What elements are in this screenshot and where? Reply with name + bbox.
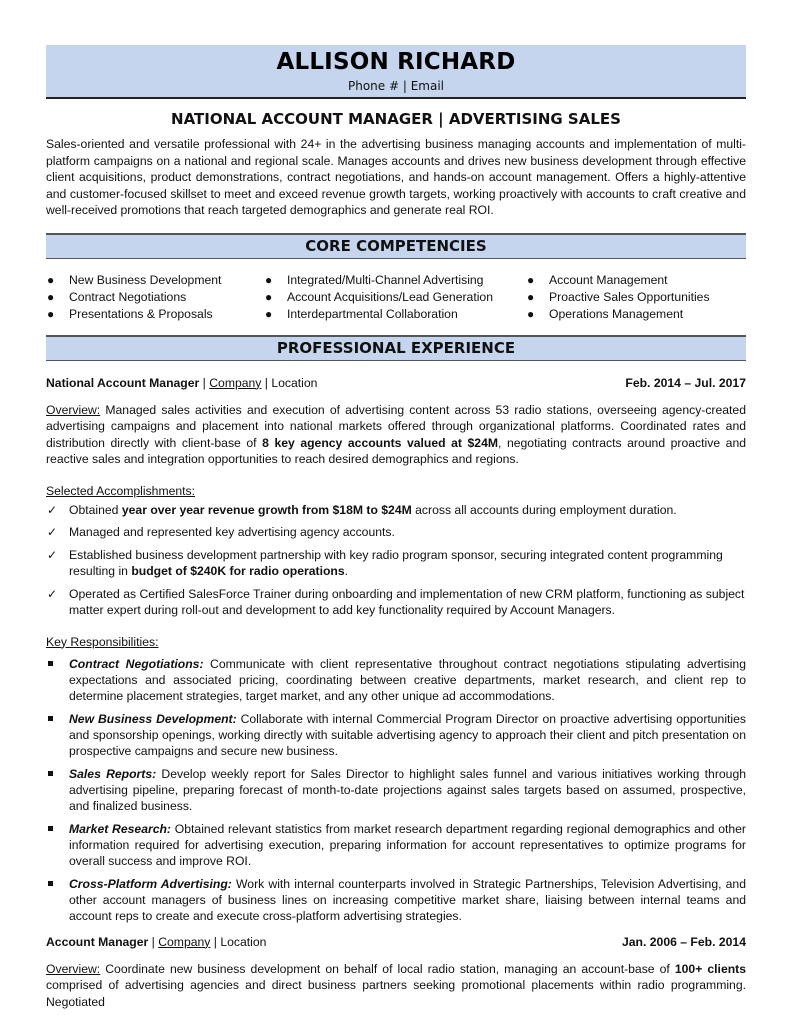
checkmark-icon: ✓ bbox=[47, 547, 58, 562]
competency-item: ● Proactive Sales Opportunities bbox=[527, 289, 710, 304]
job-location: | Location bbox=[210, 934, 267, 949]
bullet-icon: ● bbox=[47, 272, 55, 287]
job-overview: Overview: Coordinate new business development on behalf of local radio station, managing an account-base of 100+ clients comprised of advertising agencies and direct business partners seeking promotional placements within radio programming. Negotiated bbox=[46, 961, 747, 1009]
job-heading: National Account Manager | Company | Location Feb. 2014 – Jul. 2017 bbox=[46, 375, 746, 390]
accomplishment-item: ✓ Obtained year over year revenue growth from $18M to $24M across all accounts during employment duration. bbox=[47, 502, 677, 517]
candidate-name: ALLISON RICHARD bbox=[276, 49, 516, 75]
competency-item: ● Integrated/Multi-Channel Advertising bbox=[265, 272, 484, 287]
responsibility-item: Sales Reports: Develop weekly report for Sales Director to highlight sales funnel and various initiatives working through advertising pipeline, preparing forecast of month-to-date projections against sales targets based on assumed, prospective, and finalized business. bbox=[46, 766, 746, 815]
accomplishments-list bbox=[46, 502, 746, 619]
accomplishment-item: ✓ Managed and represented key advertising agency accounts. bbox=[47, 525, 395, 539]
bullet-icon: ● bbox=[47, 289, 55, 304]
resume-page bbox=[46, 45, 746, 1010]
bullet-icon: ● bbox=[265, 272, 273, 287]
bullet-icon: ● bbox=[527, 272, 535, 287]
checkmark-icon: ✓ bbox=[47, 525, 58, 539]
accomplishment-item: ✓ Operated as Certified SalesForce Trainer during onboarding and implementation of new CRM platform, functioning as subject matter expert during roll-out and development to add key functionality required by Account Managers. bbox=[47, 586, 745, 617]
summary-paragraph: Sales-oriented and versatile professional with 24+ in the advertising business managing accounts and implementation of multi-platform campaigns on a national and regional scale. Manages accounts and drives new business development through effective client acquisitions, product demonstrations, contract negotiations, and hands-on account management. Offers a highly-attentive and customer-focused skillset to meet and exceed revenue growth targets, working proactively with accounts to craft creative and well-received promotions that reach targeted demographics and generate real ROI. bbox=[46, 137, 746, 217]
responsibility-item: Contract Negotiations: Communicate with client representative throughout contract negotiations stipulating advertising expectations and associated pricing, coordinating between creative departments, market research, and client rep to determine placement strategies, target market, and any other unique ad accommodations. bbox=[46, 656, 746, 705]
section-professional-experience: PROFESSIONAL EXPERIENCE bbox=[46, 335, 746, 361]
competencies-column-2 bbox=[264, 272, 526, 323]
company-name: Company bbox=[209, 375, 262, 390]
accomplishment-item: ✓ Established business development partnership with key radio program sponsor, securing integrated content programming resulting in budget of $240K for radio operations. bbox=[47, 547, 723, 578]
job-dates: Feb. 2014 – Jul. 2017 bbox=[625, 375, 746, 390]
square-bullet-icon bbox=[48, 716, 53, 721]
job-overview: Overview: Managed sales activities and execution of advertising content across 53 radio stations, overseeing agency-created advertising campaigns and placement into national markets offered through organizational platforms. Coordinated rates and distribution directly with client-base of 8 key agency accounts valued at $24M, negotiating contracts around proactive and reactive sales and integration opportunities to reach desired demographics and regions. bbox=[46, 402, 747, 466]
section-core-competencies: CORE COMPETENCIES bbox=[46, 233, 746, 259]
competencies-grid bbox=[46, 272, 746, 323]
square-bullet-icon bbox=[48, 881, 53, 886]
contact-line: Phone # | Email bbox=[347, 79, 444, 93]
square-bullet-icon bbox=[48, 826, 53, 831]
job-heading: Account Manager | Company | Location Jan. 2006 – Feb. 2014 bbox=[46, 934, 746, 949]
responsibility-item: New Business Development: Collaborate with internal Commercial Program Director on proactive advertising opportunities and sponsorship openings, working directly with suitable advertising agency to approach their client and pitch presentation on prospective campaigns and secure new business. bbox=[46, 711, 746, 760]
competency-item: ● Presentations & Proposals bbox=[47, 306, 213, 321]
job-title: Account Manager bbox=[46, 934, 149, 949]
competency-item: ● Interdepartmental Collaboration bbox=[265, 306, 458, 321]
responsibilities-heading: Key Responsibilities: bbox=[46, 634, 159, 649]
competency-item: ● Contract Negotiations bbox=[47, 289, 187, 304]
company-name: Company bbox=[158, 934, 211, 949]
bullet-icon: ● bbox=[265, 289, 273, 304]
responsibility-item: Market Research: Obtained relevant statistics from market research department regarding regional demographics and other information required for advertising execution, preparing information for account representatives to optimize programs for overall success and improve ROI. bbox=[46, 821, 746, 870]
competency-item: ● Account Management bbox=[527, 272, 668, 287]
overview-label: Overview: bbox=[46, 961, 101, 976]
competency-item: ● New Business Development bbox=[47, 272, 222, 287]
checkmark-icon: ✓ bbox=[47, 502, 58, 517]
job-location: | Location bbox=[261, 375, 318, 390]
accomplishments-heading: Selected Accomplishments: bbox=[46, 483, 196, 498]
bullet-icon: ● bbox=[527, 306, 535, 321]
responsibility-item: Cross-Platform Advertising: Work with internal counterparts involved in Strategic Partnerships, Television Advertising, and other account managers of business lines on increasing competitive market share, liaising between internal teams and account reps to create and execute cross-platform advertising strategies. bbox=[46, 876, 746, 925]
overview-label: Overview: bbox=[46, 402, 101, 417]
bullet-icon: ● bbox=[527, 289, 535, 304]
competency-item: ● Operations Management bbox=[527, 306, 684, 321]
square-bullet-icon bbox=[48, 661, 53, 666]
square-bullet-icon bbox=[48, 771, 53, 776]
headline: NATIONAL ACCOUNT MANAGER | ADVERTISING SALES bbox=[171, 110, 621, 128]
competencies-column-1 bbox=[46, 272, 264, 323]
responsibilities-list bbox=[46, 656, 746, 925]
checkmark-icon: ✓ bbox=[47, 586, 58, 601]
job-title: National Account Manager bbox=[46, 375, 200, 390]
bullet-icon: ● bbox=[265, 306, 273, 321]
resume-header bbox=[46, 45, 746, 99]
competencies-column-3 bbox=[526, 272, 744, 323]
bullet-icon: ● bbox=[47, 306, 55, 321]
competency-item: ● Account Acquisitions/Lead Generation bbox=[265, 289, 493, 304]
job-dates: Jan. 2006 – Feb. 2014 bbox=[622, 934, 746, 949]
